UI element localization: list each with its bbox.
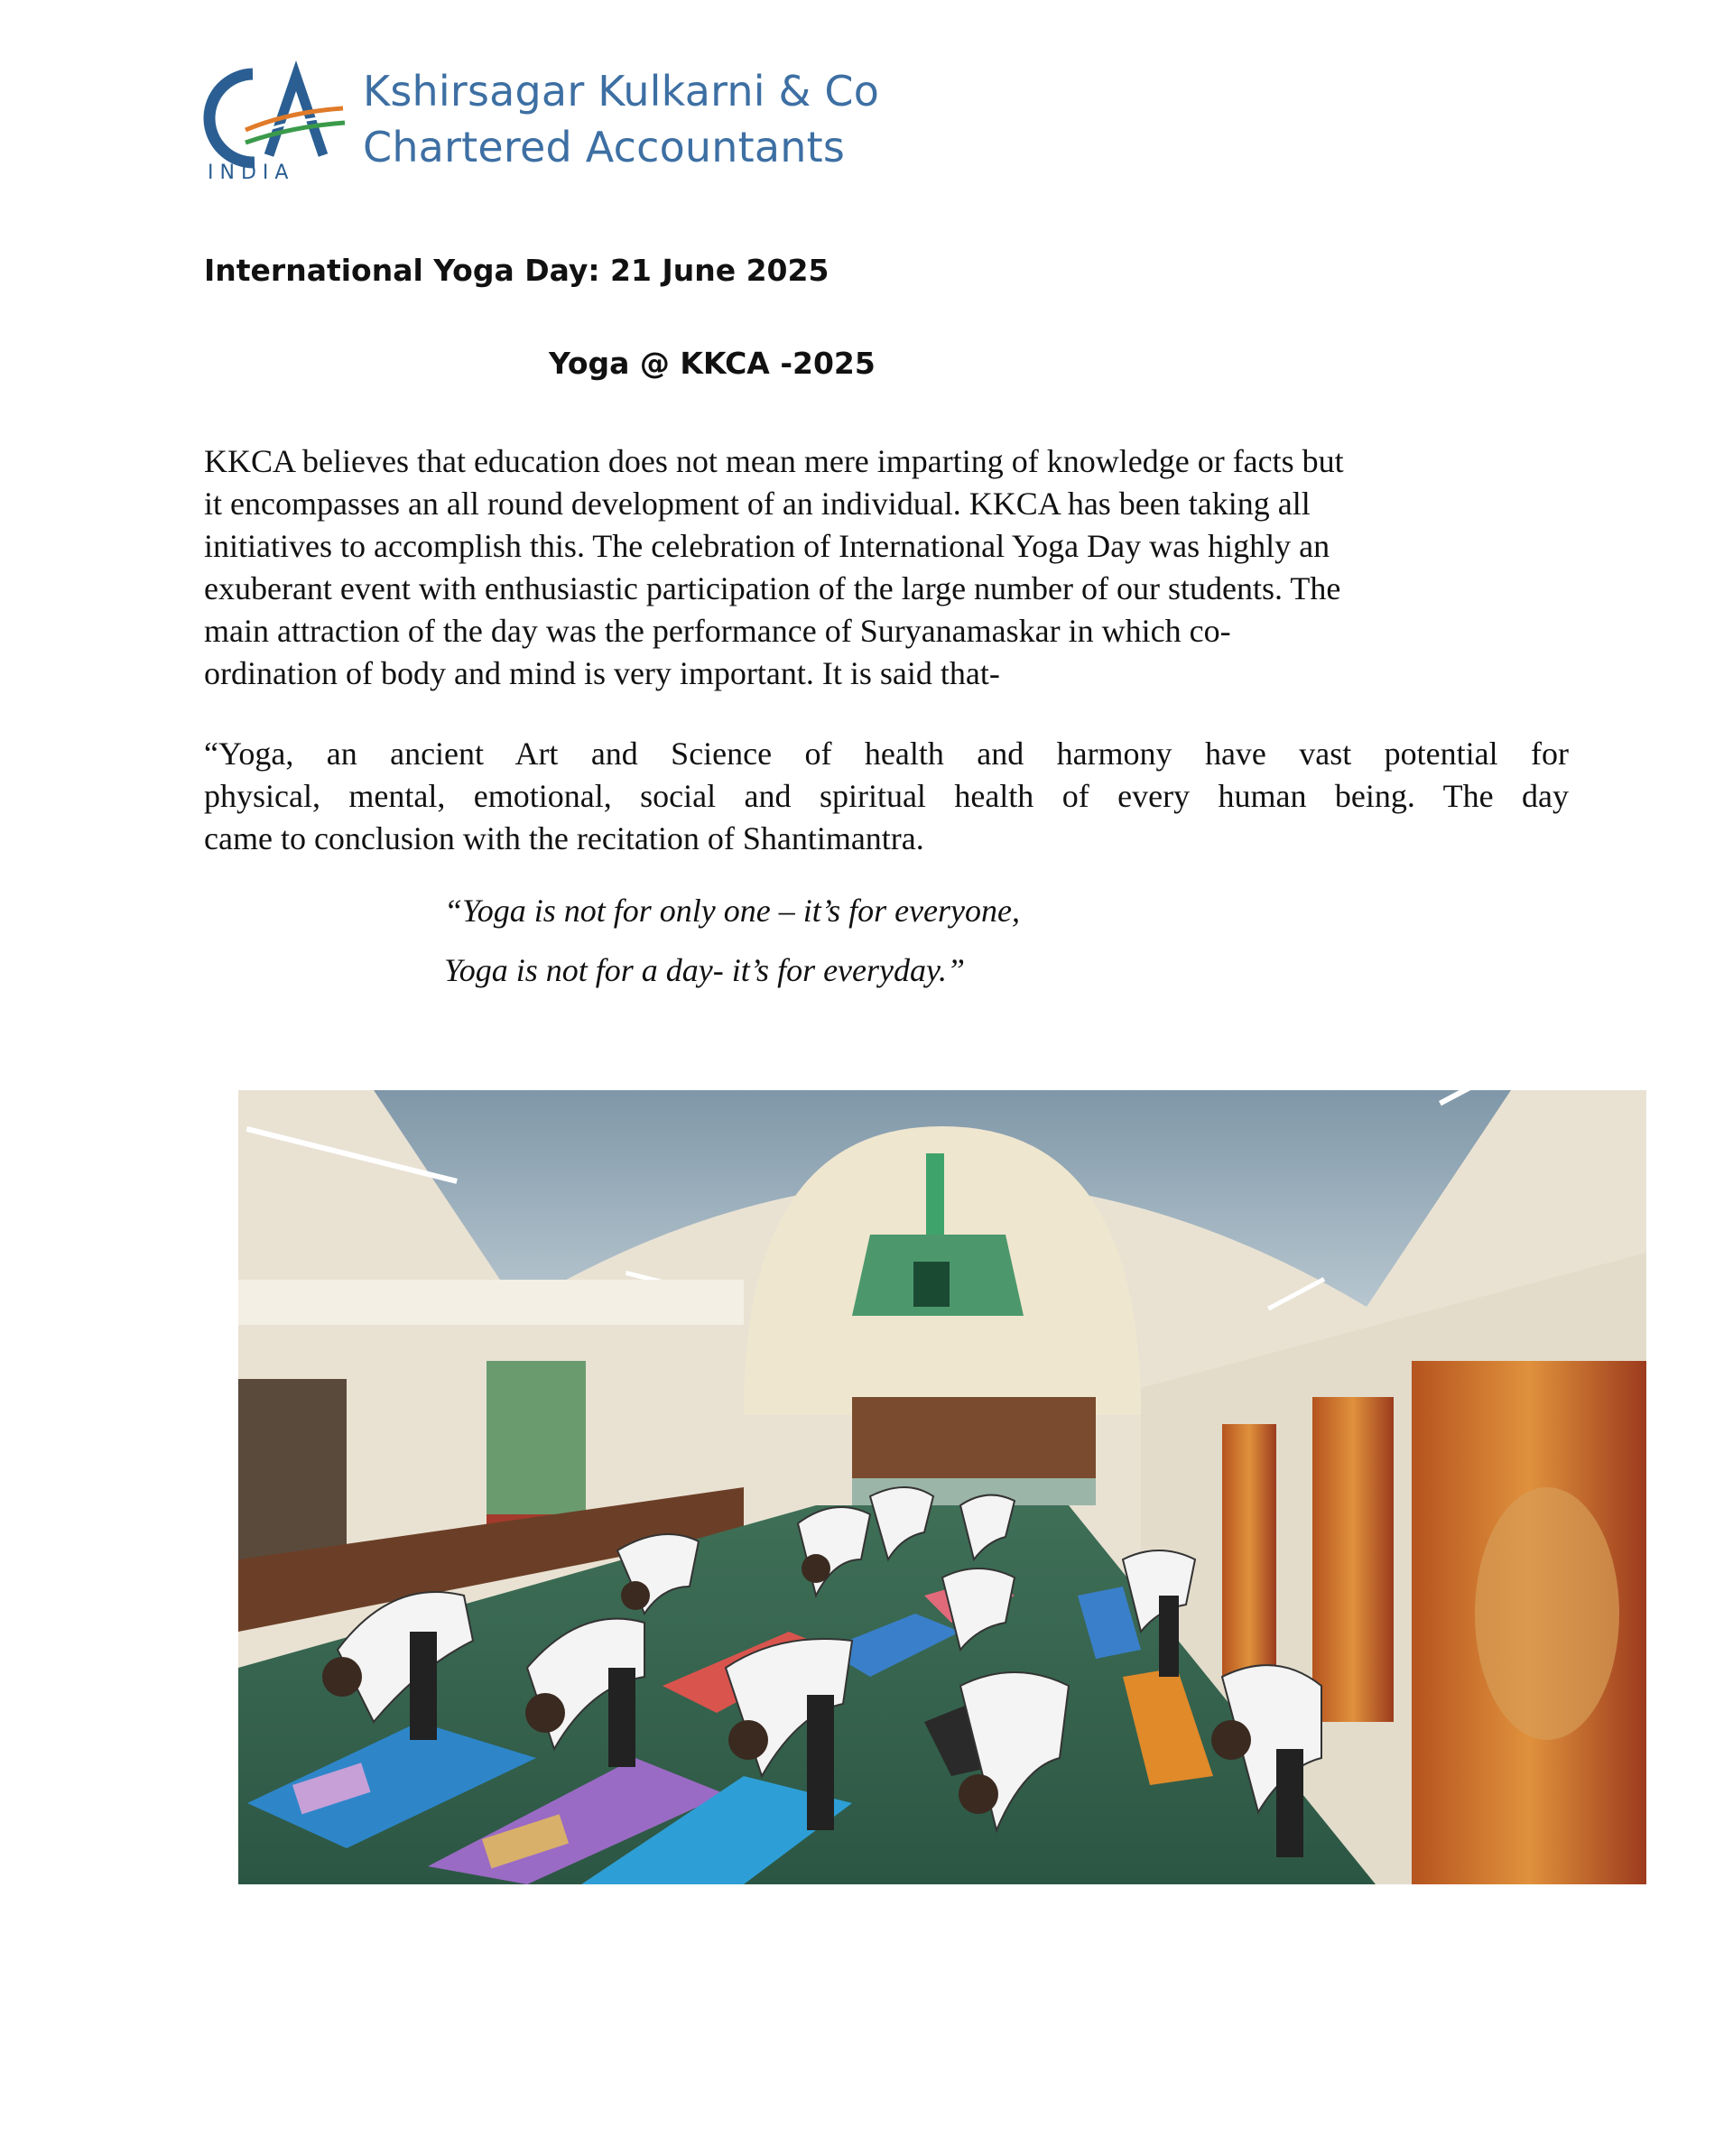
firm-type: Chartered Accountants: [363, 123, 846, 171]
quote-line-1: “Yoga is not for only one – it’s for everyone,: [444, 893, 1020, 929]
ca-india-logo: [190, 56, 352, 182]
logo-india-text: INDIA: [208, 162, 295, 182]
yoga-session-photo: [238, 1090, 1646, 1884]
intro-line: it encompasses an all round development of an individual. KKCA has been taking all: [204, 486, 1311, 522]
intro-line: main attraction of the day was the performance of Suryanamaskar in which co-: [204, 613, 1231, 649]
intro-line: KKCA believes that education does not mean mere imparting of knowledge or facts but: [204, 443, 1344, 479]
page-subheading: Yoga @ KKCA -2025: [549, 346, 876, 381]
yoga-line: “Yoga, an ancient Art and Science of health and harmony have vast potential for: [204, 736, 1569, 772]
intro-line: exuberant event with enthusiastic participation of the large number of our students. The: [204, 570, 1341, 606]
intro-paragraph: [204, 440, 1558, 695]
yoga-paragraph: [204, 733, 1569, 860]
firm-name: Kshirsagar Kulkarni & Co: [363, 67, 880, 116]
yoga-line: physical, mental, emotional, social and spiritual health of every human being. The day: [204, 778, 1569, 814]
intro-line: ordination of body and mind is very important. It is said that-: [204, 655, 1000, 691]
yoga-line: came to conclusion with the recitation of Shantimantra.: [204, 820, 924, 856]
quote-line-2: Yoga is not for a day- it’s for everyday.”: [444, 952, 966, 988]
intro-line: initiatives to accomplish this. The celebration of International Yoga Day was highly an: [204, 528, 1330, 564]
firm-name-block: [363, 63, 879, 175]
page-heading: International Yoga Day: 21 June 2025: [204, 253, 829, 288]
